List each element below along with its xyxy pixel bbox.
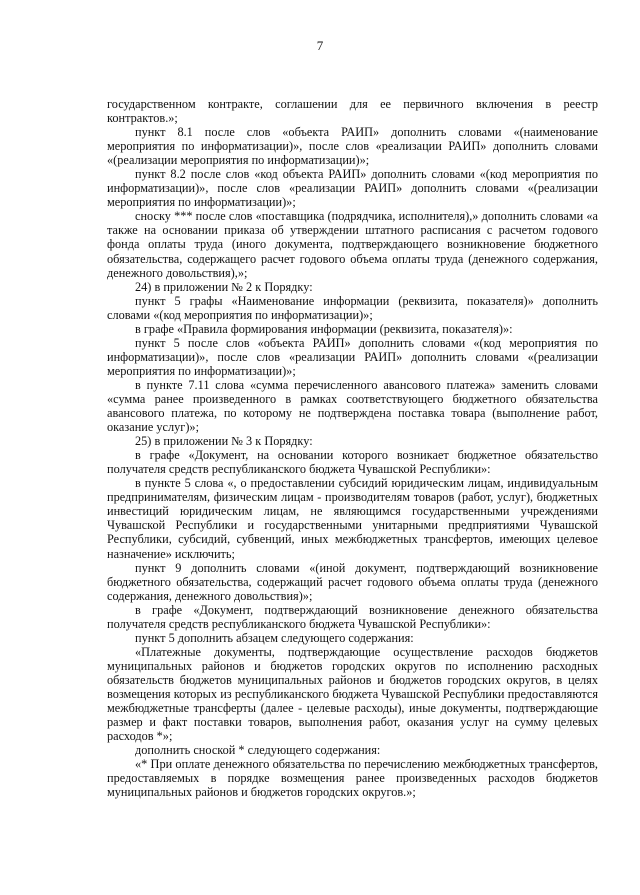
paragraph: пункт 5 после слов «объекта РАИП» дополнить словами «(код мероприятия по информатизации)», после слов «реализации РАИП» дополнить словами «(реализации мероприятия по информатизации)»; [107,335,598,378]
paragraph: пункт 8.2 после слов «код объекта РАИП» дополнить словами «(код мероприятия по информатизации)», после слов «реализации РАИП» дополнить словами «(реализации мероприятия по информатизации)»; [107,167,598,210]
paragraph: сноску *** после слов «поставщика (подрядчика, исполнителя),» дополнить словами «а также на основании приказа об утверждении штатного расписания с расчетом годового фонда оплаты труда (иного документа, подтверждающего возникновение бюджетного обязательства, содержащего расчет годового объема оплаты труда (денежного содержания, денежного довольствия),»; [107,209,598,280]
document-body [107,97,598,799]
paragraph: «Платежные документы, подтверждающие осуществление расходов бюджетов муниципальных районов и бюджетов городских округов по исполнению расходных обязательств бюджетов муниципальных районов и бюджетов городских округов, в целях возмещения которых из республиканского бюджета Чувашской Республики предоставляются межбюджетные трансферты (далее - целевые расходы), иные документы, подтверждающие размер и факт поставки товаров, выполнения работ, оказания услуг на сумму целевых расходов *»; [107,644,598,744]
paragraph: пункт 5 дополнить абзацем следующего содержания: [135,630,414,645]
page-number: 7 [316,38,324,53]
paragraph: пункт 9 дополнить словами «(иной документ, подтверждающий возникновение бюджетного обязательства, содержащий расчет годового объема оплаты труда (денежного содержания, денежного довольствия)»; [107,560,598,603]
paragraph: пункт 5 графы «Наименование информации (реквизита, показателя)» дополнить словами «(код мероприятия по информатизации)»; [107,293,598,322]
paragraph: дополнить сноской * следующего содержания: [135,743,381,758]
paragraph: государственном контракте, соглашении для ее первичного включения в реестр контрактов.»; [107,97,598,126]
paragraph: 25) в приложении № 3 к Порядку: [135,434,313,449]
paragraph: в графе «Правила формирования информации (реквизита, показателя)»: [135,321,513,336]
paragraph: в пункте 7.11 слова «сумма перечисленного авансового платежа» заменить словами «сумма ранее произведенного в рамках соответствующего бюджетного обязательства авансового платежа, по которому не подтверждена поставка товара (выполнение работ, оказание услуг)»; [107,377,598,435]
paragraph: в графе «Документ, на основании которого возникает бюджетное обязательство получателя средств республиканского бюджета Чувашской Республики»: [107,448,598,477]
paragraph: в графе «Документ, подтверждающий возникновение денежного обязательства получателя средств республиканского бюджета Чувашской Республики»: [107,602,598,631]
paragraph: пункт 8.1 после слов «объекта РАИП» дополнить словами «(наименование мероприятия по информатизации)», после слов «реализации РАИП» дополнить словами «(реализации мероприятия по информатизации)»; [107,125,598,168]
paragraph: «* При оплате денежного обязательства по перечислению межбюджетных трансфертов, предоставляемых в порядке возмещения ранее произведенных расходов бюджетов муниципальных районов и бюджетов городских округов.»; [107,757,598,800]
paragraph: в пункте 5 слова «, о предоставлении субсидий юридическим лицам, индивидуальным предпринимателям, физическим лицам - производителям товаров (работ, услуг), бюджетных инвестиций юридическим лицам, не являющимся государственными учреждениями Чувашской Республики и государственными унитарными предприятиями Чувашской Республики, субсидий, субвенций, иных межбюджетных трансфертов, имеющих целевое назначение» исключить; [107,476,598,561]
paragraph: 24) в приложении № 2 к Порядку: [135,279,313,294]
